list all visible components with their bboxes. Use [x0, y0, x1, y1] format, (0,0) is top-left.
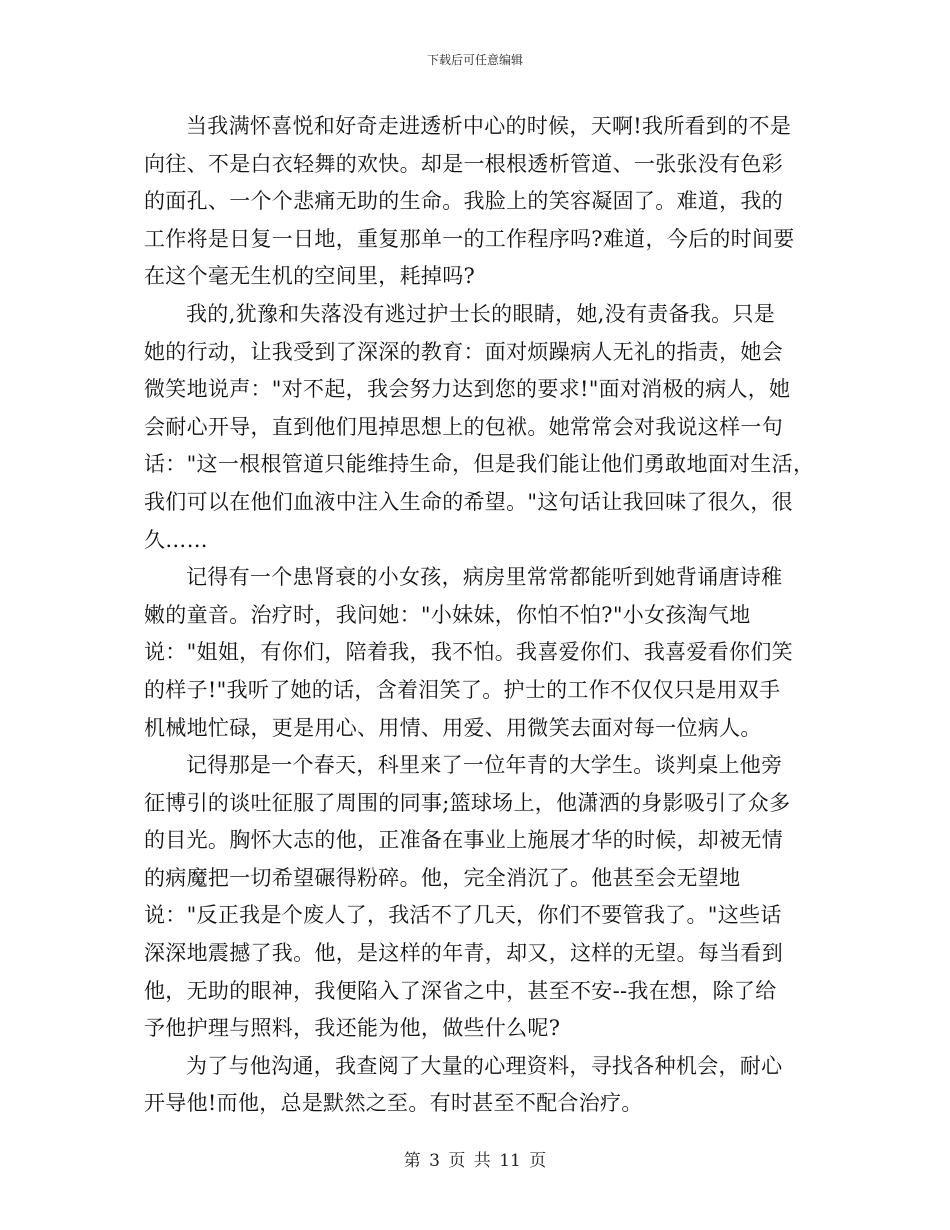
text-line: 我们可以在他们血液中注入生命的希望。"这句话让我回味了很久，很: [144, 489, 793, 514]
text-line: 久……: [144, 527, 208, 552]
text-line: 他，无助的眼神，我便陷入了深省之中，甚至不安--我在想，除了给: [144, 978, 777, 1003]
page-header: 下载后可任意编辑: [426, 53, 523, 67]
text-line: 征博引的谈吐征服了周围的同事;篮球场上，他潇洒的身影吸引了众多: [144, 790, 791, 815]
text-line: 在这个毫无生机的空间里，耗掉吗?: [144, 264, 476, 289]
text-line: 的目光。胸怀大志的他，正准备在事业上施展才华的时候，却被无情: [144, 828, 783, 853]
text-line: 说："姐姐，有你们，陪着我，我不怕。我喜爱你们、我喜爱看你们笑: [144, 640, 793, 665]
text-line: 微笑地说声："对不起，我会努力达到您的要求!"面对消极的病人，她: [144, 377, 791, 402]
text-line: 当我满怀喜悦和好奇走进透析中心的时候，天啊!我所看到的不是: [186, 114, 792, 138]
text-line: 说："反正我是个废人了，我活不了几天，你们不要管我了。"这些话: [144, 903, 782, 928]
page-number-footer: 第 3 页 共 11 页: [403, 1151, 547, 1171]
text-line: 为了与他沟通，我查阅了大量的心理资料，寻找各种机会，耐心: [186, 1053, 783, 1078]
text-line: 记得有一个患肾衰的小女孩，病房里常常都能听到她背诵唐诗稚: [186, 565, 783, 590]
text-line: 开导他!而他，总是默然之至。有时甚至不配合治疗。: [144, 1091, 643, 1116]
text-line: 向往、不是白衣轻舞的欢快。却是一根根透析管道、一张张没有色彩: [144, 151, 783, 176]
text-line: 记得那是一个春天，科里来了一位年青的大学生。谈判桌上他旁: [186, 753, 783, 778]
text-line: 嫩的童音。治疗时，我问她："小妹妹，你怕不怕?"小女孩淘气地: [144, 602, 751, 627]
text-line: 予他护理与照料，我还能为他，做些什么呢?: [144, 1016, 561, 1041]
text-line: 的面孔、一个个悲痛无助的生命。我脸上的笑容凝固了。难道，我的: [144, 189, 783, 214]
text-line: 她的行动，让我受到了深深的教育：面对烦躁病人无礼的指责，她会: [144, 339, 783, 364]
document-body: [144, 108, 814, 1123]
text-line: 话："这一根根管道只能维持生命，但是我们能让他们勇敢地面对生活，: [144, 452, 815, 477]
text-line: 会耐心开导，直到他们甩掉思想上的包袱。她常常会对我说这样一句: [144, 414, 783, 439]
text-line: 工作将是日复一日地，重复那单一的工作程序吗?难道，今后的时间要: [144, 226, 795, 251]
text-line: 的样子!"我听了她的话，含着泪笑了。护士的工作不仅仅只是用双手: [144, 677, 781, 702]
text-line: 机械地忙碌，更是用心、用情、用爱、用微笑去面对每一位病人。: [144, 715, 762, 740]
text-line: 我的,犹豫和失落没有逃过护士长的眼睛，她,没有责备我。只是: [186, 301, 776, 326]
text-line: 的病魔把一切希望碾得粉碎。他，完全消沉了。他甚至会无望地: [144, 865, 741, 890]
text-line: 深深地震撼了我。他，是这样的年青，却又，这样的无望。每当看到: [144, 941, 783, 966]
